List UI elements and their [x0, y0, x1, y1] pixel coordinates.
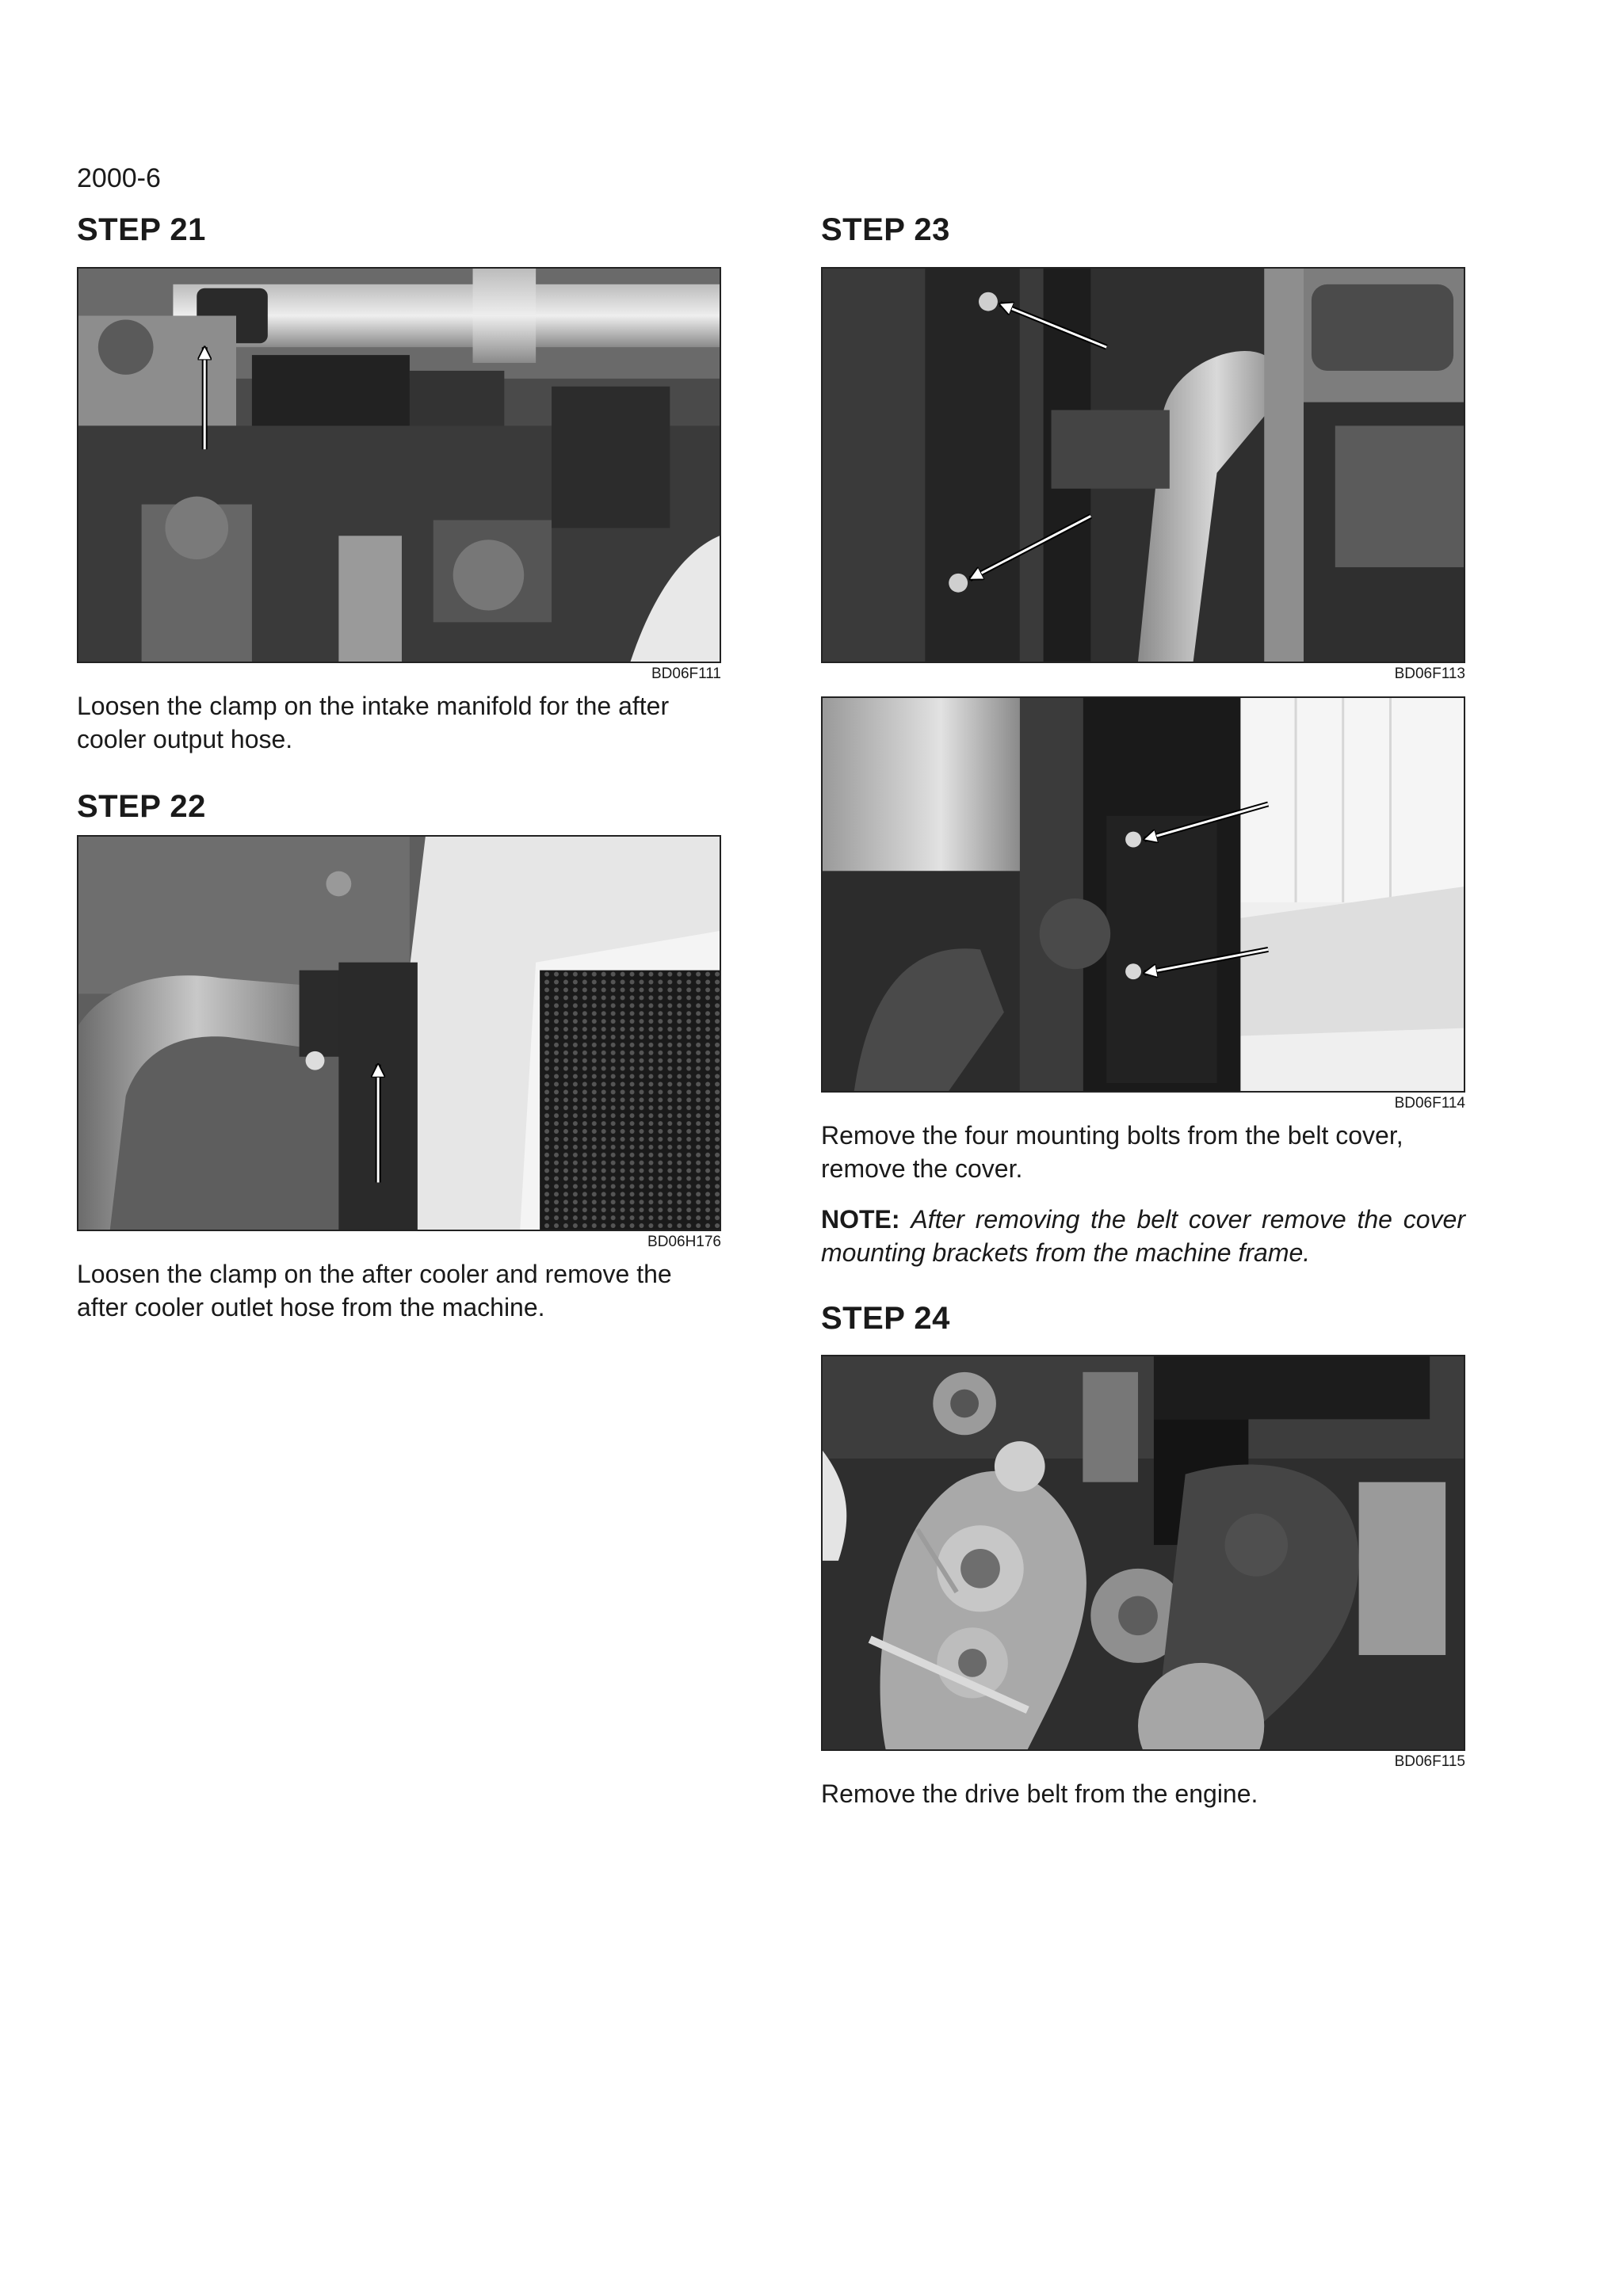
step-22-text: Loosen the clamp on the after cooler and remove the after cooler outlet hose from the machine.	[77, 1260, 672, 1322]
step-23-text: Remove the four mounting bolts from the belt cover, remove the cover.	[821, 1121, 1403, 1183]
step-21-figure-code: BD06F111	[651, 666, 721, 682]
step-22-figure-code: BD06H176	[647, 1234, 721, 1250]
step-21-title: STEP 21	[77, 212, 206, 247]
step-24-figure-code: BD06F115	[1394, 1753, 1465, 1770]
page-number: 2000-6	[77, 163, 161, 193]
note-body: After removing the belt cover remove the cover mounting brackets from the machine frame.	[821, 1205, 1465, 1267]
step-24-text: Remove the drive belt from the engine.	[821, 1779, 1258, 1808]
step-24-title: STEP 24	[821, 1301, 950, 1336]
step-23-photo-2	[821, 696, 1465, 1093]
step-22-photo	[77, 835, 721, 1231]
step-21-photo	[77, 267, 721, 663]
step-21-text: Loosen the clamp on the intake manifold for the after cooler output hose.	[77, 692, 670, 753]
step-24-photo	[821, 1355, 1465, 1751]
step-23-figure-code-1: BD06F113	[1394, 666, 1465, 682]
step-23-figure-code-2: BD06F114	[1394, 1095, 1465, 1112]
step-23-note	[821, 1203, 1465, 1269]
step-22-title: STEP 22	[77, 789, 206, 824]
note-label: NOTE:	[821, 1205, 900, 1234]
step-23-title: STEP 23	[821, 212, 950, 247]
step-23-photo-1	[821, 267, 1465, 663]
